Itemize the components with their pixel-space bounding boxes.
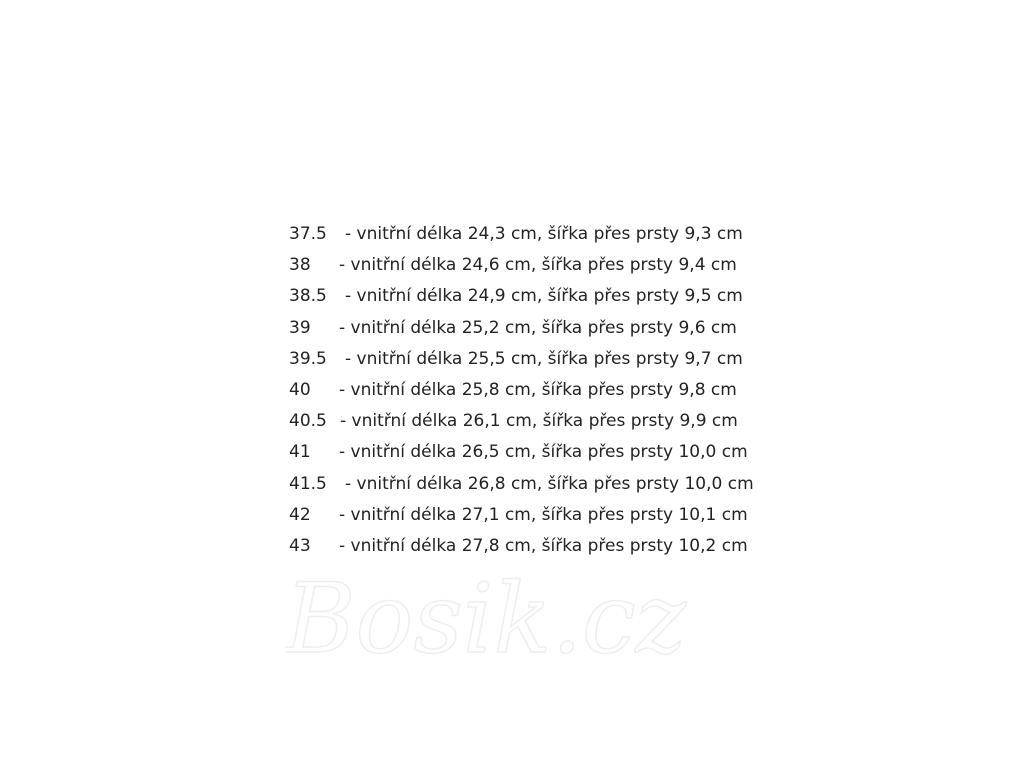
size-value: 43 (289, 535, 311, 556)
size-value: 41.5 (289, 473, 327, 494)
size-description: - vnitřní délka 25,2 cm, šířka přes prsty 9,6 cm (339, 317, 737, 338)
size-description: - vnitřní délka 26,1 cm, šířka přes prsty 9,9 cm (340, 411, 738, 432)
size-description: - vnitřní délka 24,3 cm, šířka přes prsty 9,3 cm (345, 224, 743, 244)
size-value: 38 (289, 255, 311, 276)
size-description: - vnitřní délka 26,8 cm, šířka přes prsty 10,0 cm (345, 473, 754, 494)
size-description: - vnitřní délka 24,9 cm, šířka přes prsty 9,5 cm (345, 286, 743, 307)
watermark-text: Bosik.cz (285, 563, 687, 670)
size-row (289, 314, 754, 345)
size-row (289, 376, 754, 407)
size-description: - vnitřní délka 27,8 cm, šířka přes prsty 10,2 cm (339, 535, 748, 556)
size-value: 39 (289, 317, 311, 338)
size-value: 40 (289, 379, 311, 400)
size-description: - vnitřní délka 26,5 cm, šířka přes prsty 10,0 cm (339, 442, 748, 463)
size-value: 37.5 (289, 224, 327, 244)
size-value: 41 (289, 442, 311, 463)
size-row (289, 345, 754, 376)
size-table (289, 220, 754, 563)
size-row (289, 470, 754, 501)
size-value: 42 (289, 504, 311, 525)
size-row (289, 501, 754, 532)
size-value: 40.5 (289, 411, 327, 432)
size-description: - vnitřní délka 25,8 cm, šířka přes prsty 9,8 cm (339, 379, 737, 400)
size-row (289, 220, 754, 251)
size-description: - vnitřní délka 27,1 cm, šířka přes prsty 10,1 cm (339, 504, 748, 525)
size-description: - vnitřní délka 25,5 cm, šířka přes prsty 9,7 cm (345, 348, 743, 369)
size-row (289, 532, 754, 563)
size-row (289, 251, 754, 282)
size-value: 39.5 (289, 348, 327, 369)
size-value: 38.5 (289, 286, 327, 307)
size-description: - vnitřní délka 24,6 cm, šířka přes prsty 9,4 cm (339, 255, 737, 276)
size-row (289, 438, 754, 469)
size-row (289, 407, 754, 438)
size-row (289, 282, 754, 313)
watermark-logo (285, 560, 745, 670)
